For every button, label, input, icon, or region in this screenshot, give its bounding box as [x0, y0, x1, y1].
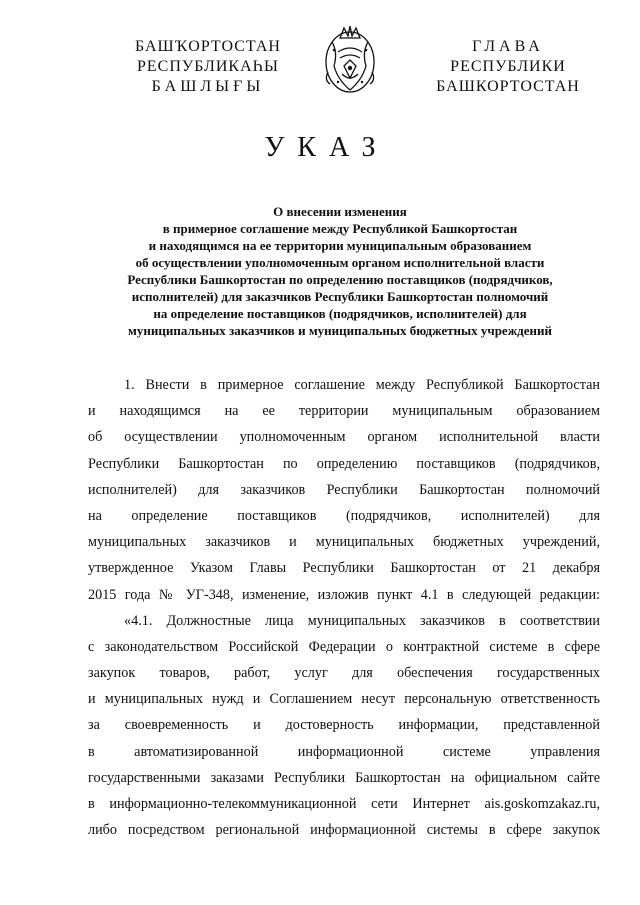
- document-type-heading: УКАЗ: [264, 132, 389, 163]
- header-left-bashkir: [118, 37, 298, 97]
- header-left-line: БАШҠОРТОСТАН: [135, 38, 281, 55]
- header-right-russian: [418, 37, 598, 97]
- body-line: государственными заказами Республики Башкортостан на официальном сайте: [88, 769, 600, 786]
- body-line: исполнителей) для заказчиков Республики Башкортостан полномочий: [88, 481, 600, 498]
- body-line: утвержденное Указом Главы Республики Башкортостан от 21 декабря: [88, 560, 600, 577]
- body-line: на определение поставщиков (подрядчиков, исполнителей) для: [88, 507, 600, 524]
- body-line: либо посредством региональной информационной системы в сфере закупок: [88, 822, 600, 839]
- body-line: и муниципальных нужд и Соглашением несут персональную ответственность: [88, 691, 600, 708]
- title-line: об осуществлении уполномоченным органом исполнительной власти: [135, 255, 545, 270]
- header-right-line: БАШКОРТОСТАН: [436, 78, 580, 95]
- body-line: в автоматизированной информационной системе управления: [88, 743, 600, 760]
- title-line: муниципальных заказчиков и муниципальных бюджетных учреждений: [128, 323, 552, 338]
- body-line: «4.1. Должностные лица муниципальных заказчиков в соответствии: [124, 612, 600, 629]
- header-left-line: БАШЛЫҒЫ: [151, 78, 265, 95]
- body-line: 1. Внести в примерное соглашение между Республикой Башкортостан: [124, 377, 600, 393]
- body-line: закупок товаров, работ, услуг для обеспечения государственных: [88, 665, 600, 682]
- body-line: за своевременность и достоверность информации, представленной: [88, 717, 600, 734]
- body-line: 2015 года № УГ-348, изменение, изложив пункт 4.1 в следующей редакции:: [88, 586, 600, 603]
- title-line: и находящимся на ее территории муниципальным образованием: [148, 238, 532, 253]
- header-right-line: ГЛАВА: [472, 38, 544, 55]
- title-line: Республики Башкортостан по определению поставщиков (подрядчиков,: [127, 272, 553, 287]
- header-right-line: РЕСПУБЛИКИ: [450, 58, 566, 75]
- body-line: с законодательством Российской Федерации о контрактной системе в сфере: [88, 638, 600, 655]
- body-line: об осуществлении уполномоченным органом исполнительной власти: [88, 429, 600, 446]
- header-left-line: РЕСПУБЛИКАҺЫ: [137, 58, 279, 75]
- title-line: в примерное соглашение между Республикой Башкортостан: [162, 221, 518, 236]
- body-line: муниципальных заказчиков и муниципальных бюджетных учреждений,: [88, 534, 600, 551]
- body-line: Республики Башкортостан по определению поставщиков (подрядчиков,: [88, 455, 600, 472]
- title-line: исполнителей) для заказчиков Республики Башкортостан полномочий: [131, 289, 549, 304]
- decree-body: [88, 372, 600, 843]
- title-line: О внесении изменения: [273, 204, 407, 219]
- decree-title: [80, 203, 600, 339]
- title-line: на определение поставщиков (подрядчиков, исполнителей) для: [153, 306, 527, 321]
- coat-of-arms-bashkortostan-icon: [318, 22, 382, 98]
- body-line: и находящимся на ее территории муниципальным образованием: [88, 403, 600, 420]
- body-line: в информационно-телекоммуникационной сети Интернет ais.goskomzakaz.ru,: [88, 796, 600, 812]
